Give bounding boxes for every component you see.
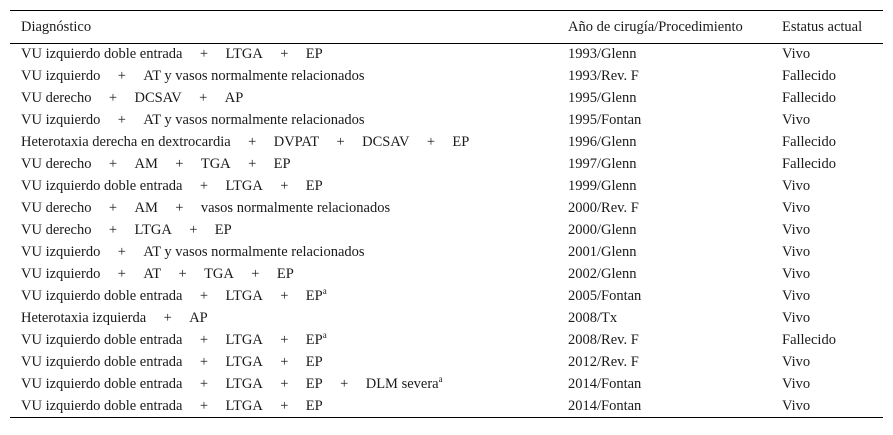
plus-separator: + — [199, 288, 209, 304]
table-row — [10, 154, 883, 176]
plus-separator: + — [108, 200, 118, 216]
status-cell: Vivo — [782, 288, 811, 304]
plus-separator: + — [108, 156, 118, 172]
year-procedure-cell: 1993/Glenn — [568, 46, 637, 63]
plus-separator: + — [199, 397, 209, 414]
table-row — [10, 308, 883, 330]
year-procedure-cell: 2008/Tx — [568, 310, 618, 326]
diagnosis-term: EP — [305, 397, 323, 414]
header-diagnosis: Diagnóstico — [10, 11, 557, 44]
diagnosis-term: AT y vasos normalmente relacionados — [143, 112, 365, 128]
diagnosis-term: AM — [134, 156, 158, 172]
plus-separator: + — [280, 178, 289, 194]
year-procedure-cell: 2001/Glenn — [568, 244, 637, 260]
diagnosis-cell — [10, 264, 557, 286]
diagnosis-cell — [10, 198, 557, 220]
status-cell: Vivo — [782, 200, 811, 216]
diagnosis-term: EP — [276, 266, 294, 282]
diagnosis-term: EP — [305, 178, 323, 194]
diagnosis-term: VU izquierdo doble entrada — [21, 397, 183, 414]
table-row — [10, 286, 883, 308]
year-procedure-cell: 2005/Fontan — [568, 288, 642, 304]
diagnosis-term: LTGA — [225, 397, 263, 414]
diagnosis-cell — [10, 154, 557, 176]
plus-separator: + — [280, 288, 289, 304]
year-procedure-cell: 2014/Fontan — [568, 376, 642, 392]
plus-separator: + — [199, 332, 209, 348]
diagnosis-term: AT y vasos normalmente relacionados — [143, 244, 365, 260]
plus-separator: + — [117, 68, 126, 84]
footnote-marker: a — [322, 330, 327, 340]
plus-separator: + — [199, 46, 209, 63]
plus-separator: + — [336, 134, 345, 150]
table-row — [10, 352, 883, 374]
plus-separator: + — [426, 134, 436, 150]
status-cell: Fallecido — [782, 134, 836, 150]
diagnosis-term: AP — [224, 90, 244, 106]
diagnosis-term: LTGA — [225, 178, 263, 194]
diagnosis-term: VU izquierdo — [21, 266, 101, 282]
status-cell: Vivo — [782, 244, 811, 260]
table-row — [10, 66, 883, 88]
diagnosis-term: AP — [189, 310, 208, 326]
diagnosis-term: VU derecho — [21, 222, 92, 238]
diagnosis-cell — [10, 242, 557, 264]
diagnosis-cell — [10, 44, 557, 66]
plus-separator: + — [117, 244, 126, 260]
diagnosis-term: EP — [273, 156, 291, 172]
diagnosis-term: EP — [305, 354, 323, 370]
plus-separator: + — [340, 376, 349, 392]
plus-separator: + — [175, 156, 184, 172]
year-procedure-cell: 1996/Glenn — [568, 134, 637, 150]
diagnosis-term: VU izquierdo — [21, 244, 101, 260]
plus-separator: + — [178, 266, 187, 282]
diagnosis-cell — [10, 286, 557, 308]
plus-separator: + — [199, 354, 209, 370]
diagnosis-term: LTGA — [225, 376, 263, 392]
year-procedure-cell: 1995/Glenn — [568, 90, 637, 106]
plus-separator: + — [280, 397, 289, 414]
table-row — [10, 330, 883, 352]
diagnosis-term: DCSAV — [134, 90, 182, 106]
plus-separator: + — [117, 266, 126, 282]
status-cell: Vivo — [782, 354, 811, 370]
diagnosis-term: AT y vasos normalmente relacionados — [143, 68, 365, 84]
plus-separator: + — [163, 310, 172, 326]
plus-separator: + — [280, 46, 289, 63]
status-cell: Fallecido — [782, 156, 836, 172]
diagnosis-term: EP — [214, 222, 232, 238]
year-procedure-cell: 1993/Rev. F — [568, 68, 639, 84]
diagnosis-cell — [10, 110, 557, 132]
year-procedure-cell: 2002/Glenn — [568, 266, 637, 282]
plus-separator: + — [117, 112, 126, 128]
status-cell: Vivo — [782, 266, 811, 282]
diagnosis-term: DCSAV — [362, 134, 410, 150]
diagnosis-term: EP — [305, 332, 323, 348]
diagnosis-term: LTGA — [225, 354, 263, 370]
status-cell: Vivo — [782, 178, 811, 194]
diagnosis-term: EP — [305, 288, 323, 304]
diagnosis-term: VU izquierdo doble entrada — [21, 332, 183, 348]
footnote-marker: a — [322, 286, 327, 296]
diagnosis-term: VU derecho — [21, 200, 92, 216]
diagnosis-term: VU derecho — [21, 156, 92, 172]
diagnosis-term: AM — [134, 200, 158, 216]
diagnosis-term: EP — [305, 376, 323, 392]
year-procedure-cell: 1997/Glenn — [568, 156, 637, 172]
diagnosis-table — [10, 10, 883, 418]
diagnosis-term: VU izquierdo doble entrada — [21, 354, 183, 370]
table-row — [10, 110, 883, 132]
diagnosis-term: VU izquierdo — [21, 112, 101, 128]
diagnosis-term: DVPAT — [273, 134, 320, 150]
header-year: Año de cirugía/Procedimiento — [557, 11, 771, 44]
plus-separator: + — [175, 200, 184, 216]
status-cell: Vivo — [771, 396, 883, 418]
diagnosis-term: Heterotaxia izquierda — [21, 310, 147, 326]
table-body — [10, 44, 883, 418]
header-status: Estatus actual — [771, 11, 883, 44]
status-cell: Fallecido — [782, 90, 836, 106]
table-row — [10, 198, 883, 220]
status-cell: Vivo — [782, 112, 811, 128]
diagnosis-term: TGA — [204, 266, 234, 282]
plus-separator: + — [280, 376, 289, 392]
diagnosis-term: VU izquierdo doble entrada — [21, 376, 183, 392]
table-row — [10, 396, 883, 418]
diagnosis-cell — [10, 374, 557, 396]
diagnosis-term: LTGA — [225, 46, 263, 63]
plus-separator: + — [199, 178, 209, 194]
year-procedure-cell: 2008/Rev. F — [568, 332, 639, 348]
status-cell: Fallecido — [782, 332, 836, 348]
diagnosis-cell — [10, 132, 557, 154]
plus-separator: + — [108, 90, 118, 106]
plus-separator: + — [108, 222, 118, 238]
plus-separator: + — [199, 376, 209, 392]
diagnosis-term: LTGA — [225, 288, 263, 304]
table-row — [10, 88, 883, 110]
table-row — [10, 220, 883, 242]
table-header-row — [10, 11, 883, 44]
year-procedure-cell: 2012/Rev. F — [568, 354, 639, 370]
table-row — [10, 374, 883, 396]
diagnosis-cell — [10, 352, 557, 374]
plus-separator: + — [189, 222, 198, 238]
status-cell: Fallecido — [782, 68, 836, 84]
diagnosis-term: AT — [143, 266, 162, 282]
table-row — [10, 242, 883, 264]
diagnosis-term: Heterotaxia derecha en dextrocardia — [21, 134, 231, 150]
diagnosis-term: LTGA — [225, 332, 263, 348]
diagnosis-term: vasos normalmente relacionados — [200, 200, 391, 216]
diagnosis-term: EP — [452, 134, 470, 150]
plus-separator: + — [280, 332, 289, 348]
plus-separator: + — [248, 156, 257, 172]
year-procedure-cell: 2014/Fontan — [557, 396, 771, 418]
diagnosis-term: VU derecho — [21, 90, 92, 106]
status-cell: Vivo — [782, 222, 811, 238]
diagnosis-term: TGA — [200, 156, 231, 172]
footnote-marker: a — [438, 374, 443, 384]
diagnosis-term: DLM severa — [365, 376, 439, 392]
diagnosis-term: EP — [305, 46, 323, 63]
table-row — [10, 44, 883, 66]
diagnosis-cell — [10, 176, 557, 198]
diagnosis-term: VU izquierdo — [21, 68, 101, 84]
diagnosis-term: VU izquierdo doble entrada — [21, 46, 183, 63]
plus-separator: + — [199, 90, 208, 106]
diagnosis-term: VU izquierdo doble entrada — [21, 178, 183, 194]
table-row — [10, 176, 883, 198]
table-row — [10, 132, 883, 154]
plus-separator: + — [251, 266, 260, 282]
plus-separator: + — [280, 354, 289, 370]
diagnosis-cell — [10, 88, 557, 110]
status-cell: Vivo — [782, 376, 811, 392]
diagnosis-cell — [10, 330, 557, 352]
diagnosis-cell — [10, 220, 557, 242]
table-row — [10, 264, 883, 286]
diagnosis-term: LTGA — [134, 222, 172, 238]
diagnosis-cell — [10, 396, 557, 418]
year-procedure-cell: 1999/Glenn — [568, 178, 637, 194]
diagnosis-cell — [10, 308, 557, 330]
plus-separator: + — [248, 134, 257, 150]
diagnosis-cell — [10, 66, 557, 88]
year-procedure-cell: 2000/Glenn — [568, 222, 637, 238]
status-cell: Vivo — [782, 310, 811, 326]
year-procedure-cell: 2000/Rev. F — [568, 200, 639, 216]
status-cell: Vivo — [782, 46, 811, 63]
year-procedure-cell: 1995/Fontan — [568, 112, 642, 128]
diagnosis-term: VU izquierdo doble entrada — [21, 288, 183, 304]
